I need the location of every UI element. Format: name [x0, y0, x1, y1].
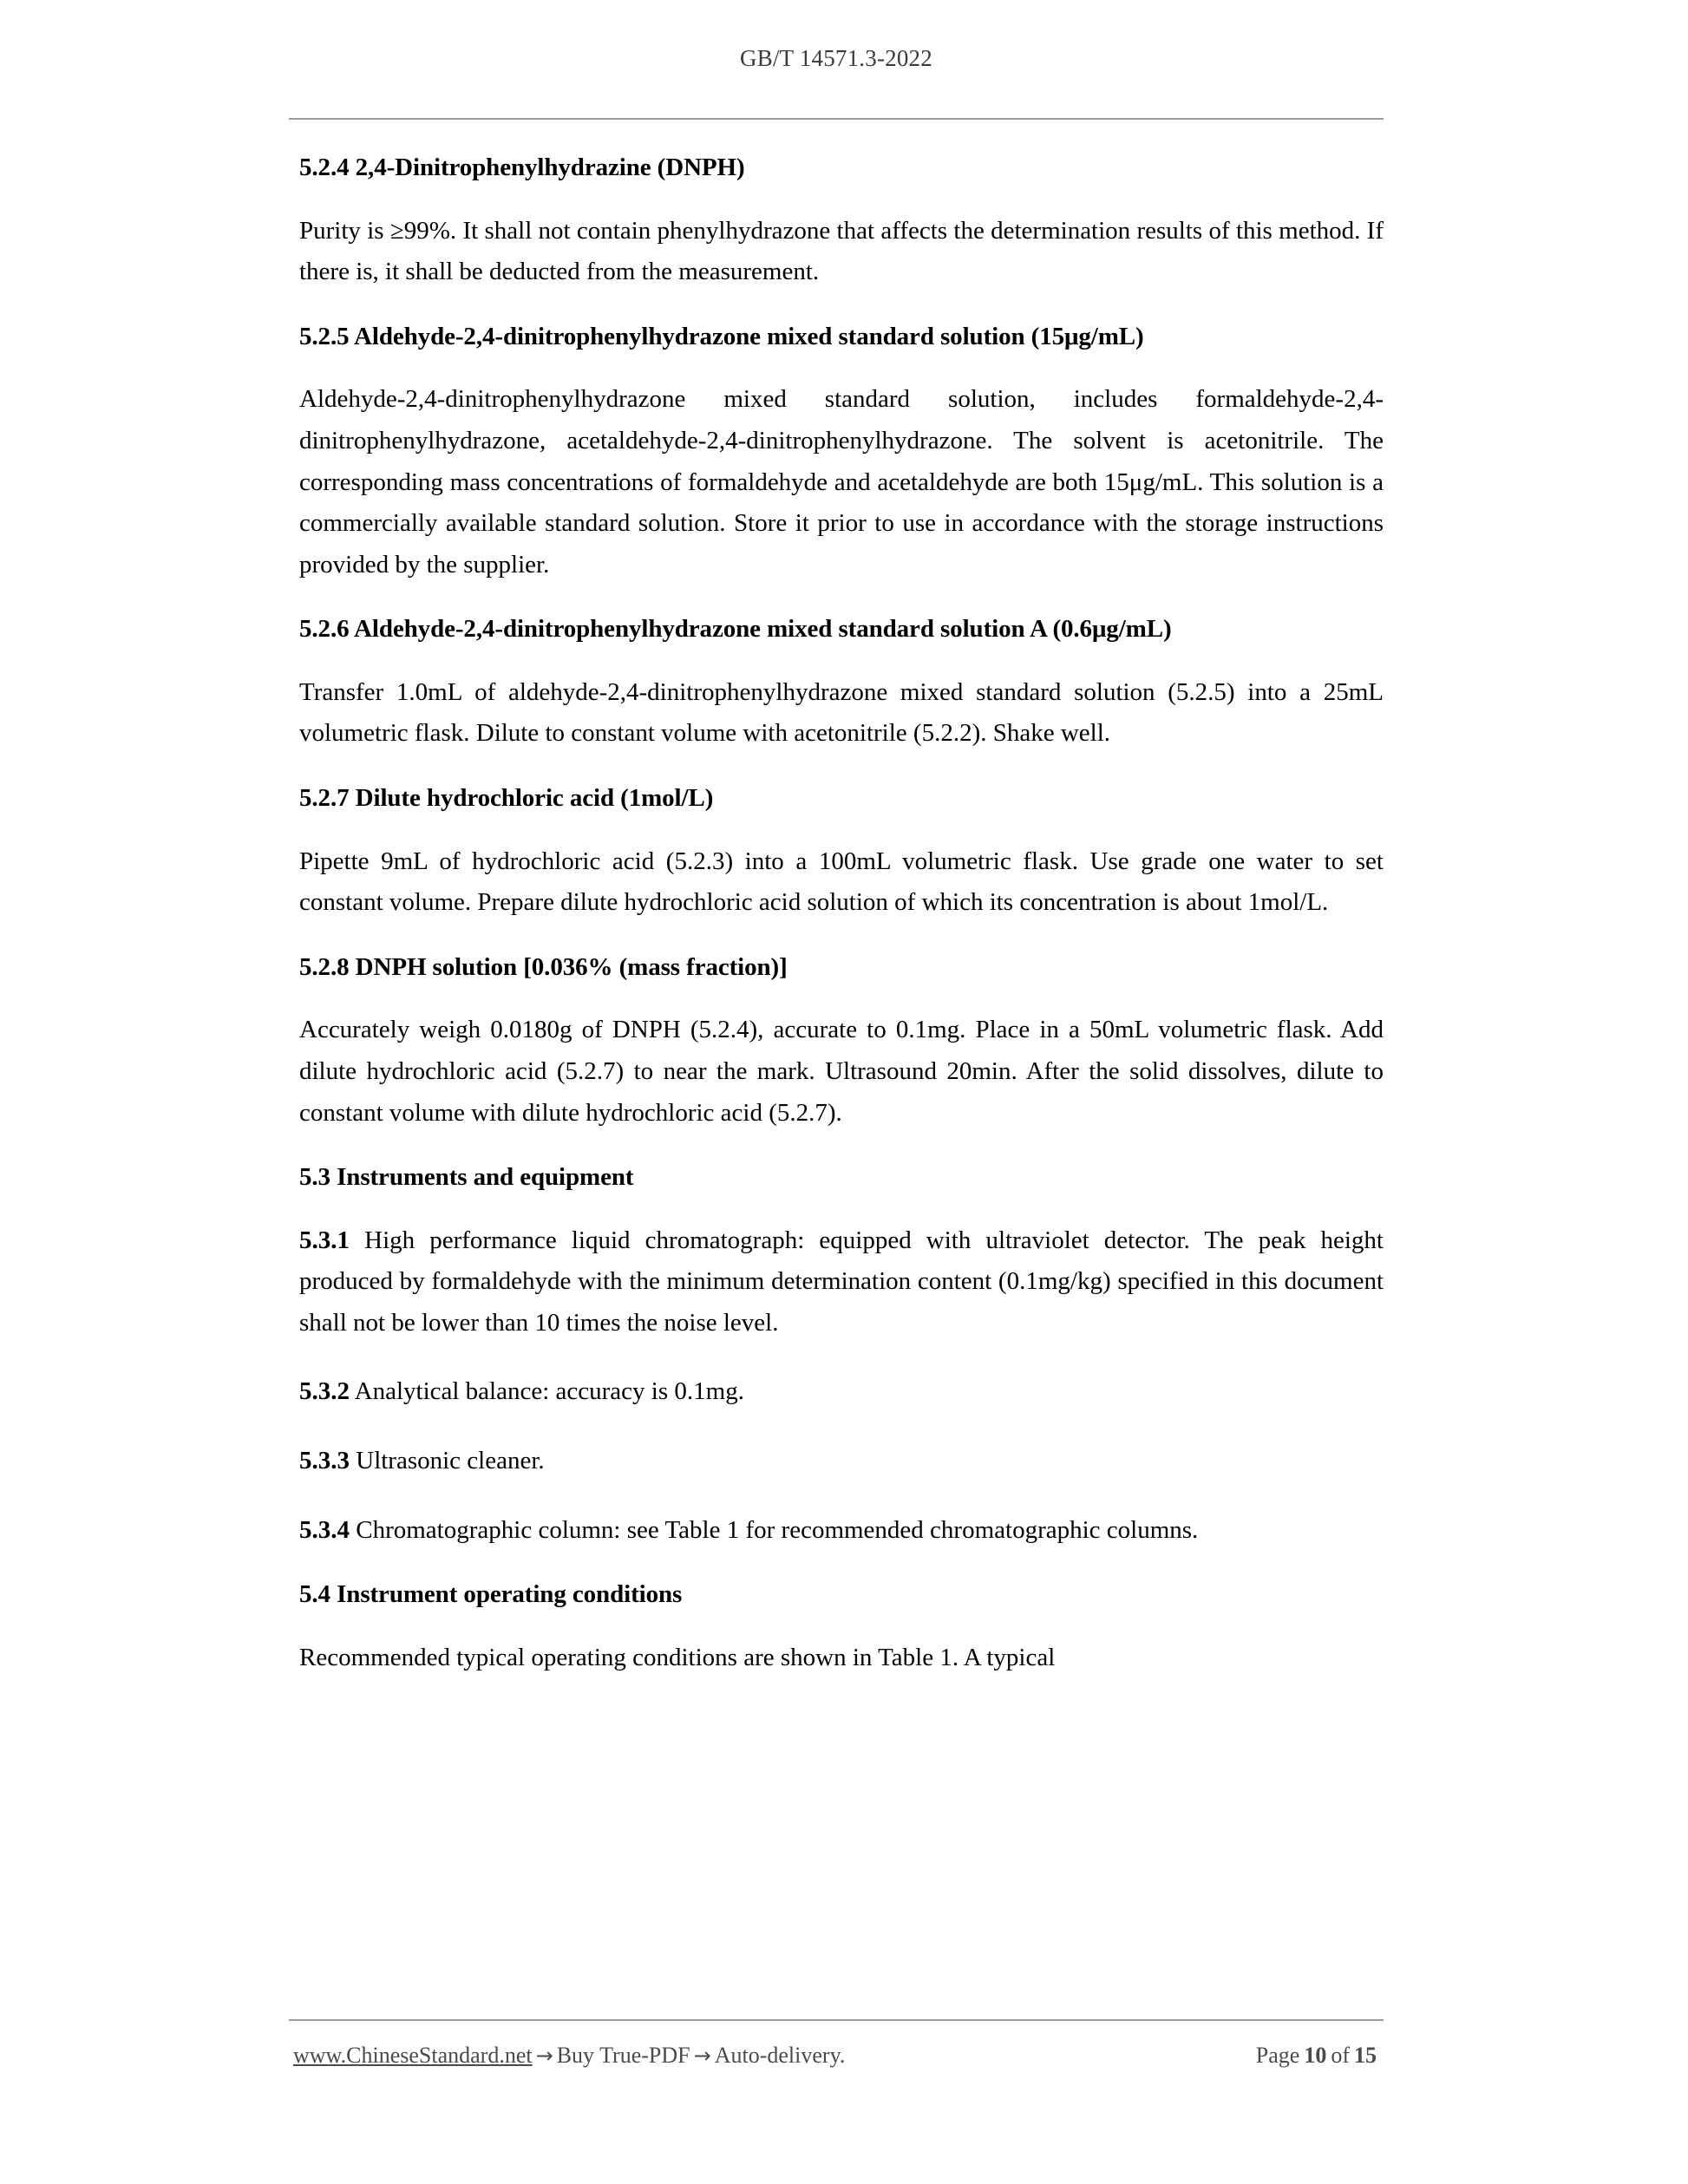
section-heading-5-2-7: 5.2.7 Dilute hydrochloric acid (1mol/L) [299, 783, 714, 812]
section-body-5-2-5: Aldehyde-2,4-dinitrophenylhydrazone mixed standard solution, includes formaldehyde-2,4-dinitrophenylhydrazone, acetaldehyde-2,4-dinitrophenylhydrazone. The solvent is acetonitrile. The corresponding mass concentrations of formaldehyde and acetaldehyde are both 15μg/mL. This solution is a commercially available standard solution. Store it prior to use in accordance with the storage instructions provided by the supplier. [299, 385, 1384, 579]
spacer [299, 815, 1384, 841]
section-heading-5-4: 5.4 Instrument operating conditions [299, 1580, 683, 1609]
section-body-5-3-3 [299, 1441, 1384, 1482]
section-heading-5-2-4: 5.2.4 2,4-Dinitrophenylhydrazine (DNPH) [299, 154, 745, 181]
page-of-label: of [1331, 2043, 1350, 2068]
spacer [299, 1482, 1384, 1510]
clause-number-5-3-1: 5.3.1 [299, 1226, 350, 1254]
chinesestandard-site-link[interactable]: www.ChineseStandard.net [293, 2043, 533, 2068]
footer-delivery-label: Auto-delivery. [714, 2043, 846, 2068]
clause-number-5-3-2: 5.3.2 [299, 1377, 350, 1406]
footer-buy-label: Buy True-PDF [556, 2043, 690, 2068]
page-header [289, 45, 1384, 72]
section-heading-5-2-5: 5.2.5 Aldehyde-2,4-dinitrophenylhydrazone mixed standard solution (15μg/mL) [299, 322, 1144, 350]
section-body-5-2-7: Pipette 9mL of hydrochloric acid (5.2.3) into a 100mL volumetric flask. Use grade one water to set constant volume. Prepare dilute hydrochloric acid solution of which its concentration is about 1mol/L. [299, 847, 1384, 917]
spacer [299, 1344, 1384, 1371]
arrow-right-icon-2: → [693, 2043, 711, 2068]
clause-text-5-3-4: Chromatographic column: see Table 1 for recommended chromatographic columns. [350, 1515, 1199, 1544]
spacer [299, 185, 1384, 211]
spacer [299, 353, 1384, 379]
arrow-right-icon: → [535, 2043, 553, 2068]
clause-text-5-3-2: Analytical balance: accuracy is 0.1mg. [350, 1377, 744, 1406]
header-divider-rule [289, 118, 1384, 120]
page-footer [289, 2043, 1384, 2086]
section-heading-5-2-8: 5.2.8 DNPH solution [0.036% (mass fraction)] [299, 952, 788, 981]
section-body-5-2-8: Accurately weigh 0.0180g of DNPH (5.2.4), accurate to 0.1mg. Place in a 50mL volumetric flask. Add dilute hydrochloric acid (5.2.7) to near the mark. Ultrasound 20min. After the solid dissolves, dilute to constant volume with dilute hydrochloric acid (5.2.7). [299, 1016, 1384, 1127]
page-number-indicator [1256, 2043, 1381, 2069]
spacer [299, 984, 1384, 1010]
section-body-5-3-2 [299, 1371, 1384, 1413]
spacer [299, 585, 1384, 613]
spacer [299, 1551, 1384, 1579]
spacer [299, 1194, 1384, 1220]
spacer [299, 924, 1384, 951]
section-body-5-3-1 [299, 1220, 1384, 1344]
clause-text-5-3-3: Ultrasonic cleaner. [350, 1446, 545, 1475]
spacer [299, 1134, 1384, 1161]
section-body-5-3-4 [299, 1510, 1384, 1552]
spacer [299, 1612, 1384, 1638]
footer-divider-rule [289, 2019, 1384, 2021]
section-body-5-4: Recommended typical operating conditions are shown in Table 1. A typical [299, 1643, 1056, 1671]
footer-promo-text [293, 2043, 845, 2069]
spacer [299, 755, 1384, 782]
section-heading-5-2-6: 5.2.6 Aldehyde-2,4-dinitrophenylhydrazone mixed standard solution A (0.6μg/mL) [299, 615, 1172, 644]
total-page-number: 15 [1354, 2043, 1377, 2068]
section-body-5-2-6: Transfer 1.0mL of aldehyde-2,4-dinitrophenylhydrazone mixed standard solution (5.2.5) into a 25mL volumetric flask. Dilute to constant volume with acetonitrile (5.2.2). Shake well. [299, 677, 1384, 748]
current-page-number: 10 [1304, 2043, 1327, 2068]
clause-text-5-3-1: High performance liquid chromatograph: equipped with ultraviolet detector. The peak height produced by formaldehyde with the minimum determination content (0.1mg/kg) specified in this document shall not be lower than 10 times the noise level. [299, 1226, 1384, 1337]
spacer [299, 646, 1384, 672]
spacer [299, 1413, 1384, 1441]
spacer [299, 293, 1384, 321]
section-body-5-2-4: Purity is ≥99%. It shall not contain phenylhydrazone that affects the determination results of this method. If there is, it shall be deducted from the measurement. [299, 216, 1384, 286]
page-label: Page [1255, 2043, 1300, 2068]
clause-number-5-3-4: 5.3.4 [299, 1515, 350, 1544]
section-heading-5-3: 5.3 Instruments and equipment [299, 1163, 634, 1192]
document-standard-code: GB/T 14571.3-2022 [740, 45, 932, 71]
page-content [299, 152, 1384, 1678]
clause-number-5-3-3: 5.3.3 [299, 1446, 350, 1475]
